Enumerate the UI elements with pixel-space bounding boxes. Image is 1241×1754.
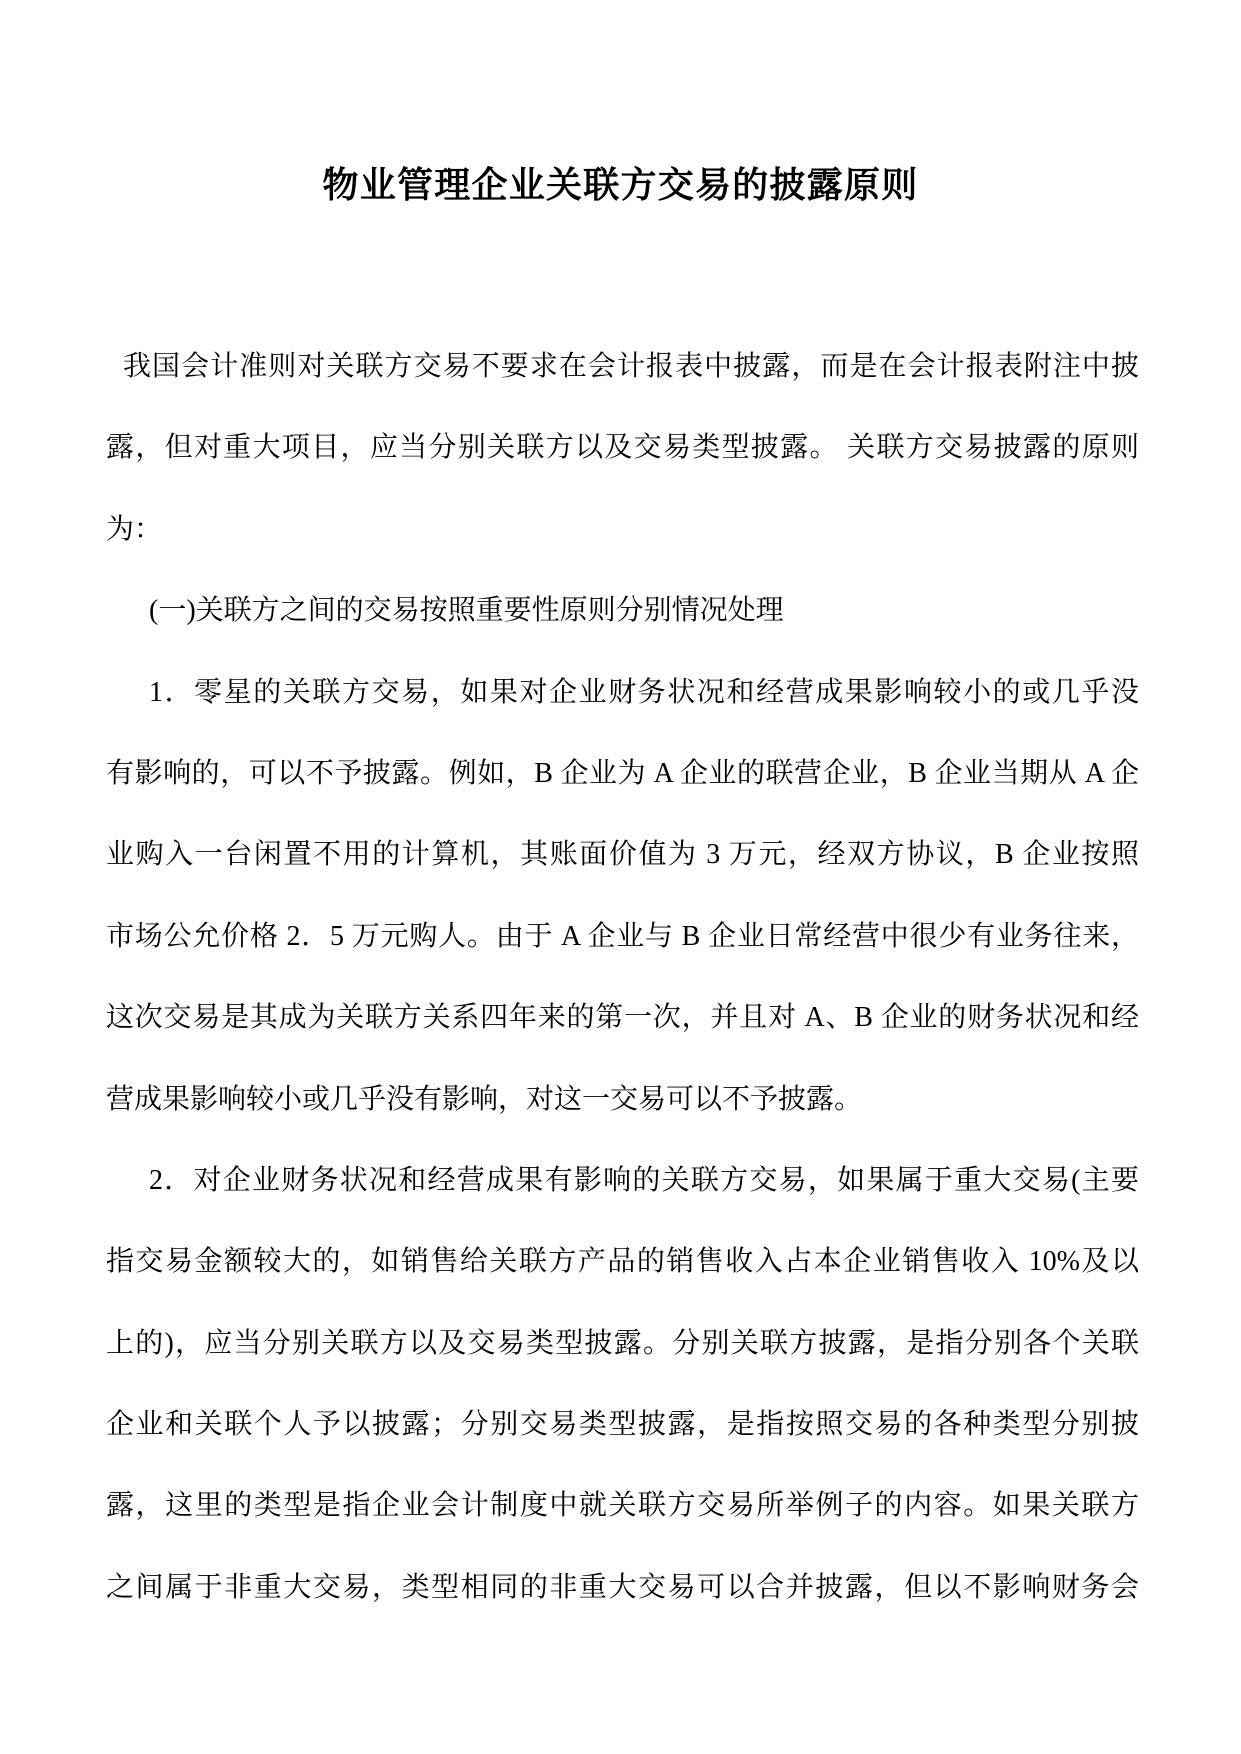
text-line: 为： [106, 513, 163, 545]
text-line: 我国会计准则对关联方交易不要求在会计报表中披露，而是在会计报表附注中披 [123, 351, 1139, 382]
text-line: 露，这里的类型是指企业会计制度中就关联方交易所举例子的内容。如果关联方 [106, 1490, 1139, 1522]
text-line: 上的)，应当分别关联方以及交易类型披露。分别关联方披露，是指分别各个关联 [106, 1327, 1139, 1359]
text-line: 露，但对重大项目，应当分别关联方以及交易类型披露。 关联方交易披露的原则 [106, 432, 1139, 464]
text-line: 企业和关联个人予以披露；分别交易类型披露，是指按照交易的各种类型分别披 [106, 1409, 1139, 1441]
paragraph-item-1 [106, 652, 1139, 1140]
text-line: (一)关联方之间的交易按照重要性原则分别情况处理 [149, 595, 784, 627]
section-heading [106, 570, 1139, 651]
paragraph-intro [106, 326, 1139, 570]
document-title: 物业管理企业关联方交易的披露原则 [322, 165, 919, 205]
text-line: 1．零星的关联方交易，如果对企业财务状况和经营成果影响较小的或几乎没 [149, 676, 1139, 708]
text-line: 营成果影响较小或几乎没有影响，对这一交易可以不予披露。 [106, 1083, 863, 1115]
text-line: 业购入一台闲置不用的计算机，其账面价值为 3 万元，经双方协议，B 企业按照 [106, 839, 1139, 871]
document-body [106, 326, 1139, 1628]
text-line: 2．对企业财务状况和经营成果有影响的关联方交易，如果属于重大交易(主要 [149, 1164, 1139, 1196]
text-line: 之间属于非重大交易，类型相同的非重大交易可以合并披露，但以不影响财务会 [106, 1571, 1139, 1603]
text-line: 有影响的，可以不予披露。例如，B 企业为 A 企业的联营企业，B 企业当期从 A 企 [106, 757, 1139, 789]
paragraph-item-2 [106, 1140, 1139, 1628]
text-line: 指交易金额较大的，如销售给关联方产品的销售收入占本企业销售收入 10%及以 [106, 1246, 1139, 1278]
text-line: 市场公允价格 2．5 万元购人。由于 A 企业与 B 企业日常经营中很少有业务往来， [106, 920, 1139, 952]
text-line: 这次交易是其成为关联方关系四年来的第一次，并且对 A、B 企业的财务状况和经 [106, 1002, 1139, 1034]
